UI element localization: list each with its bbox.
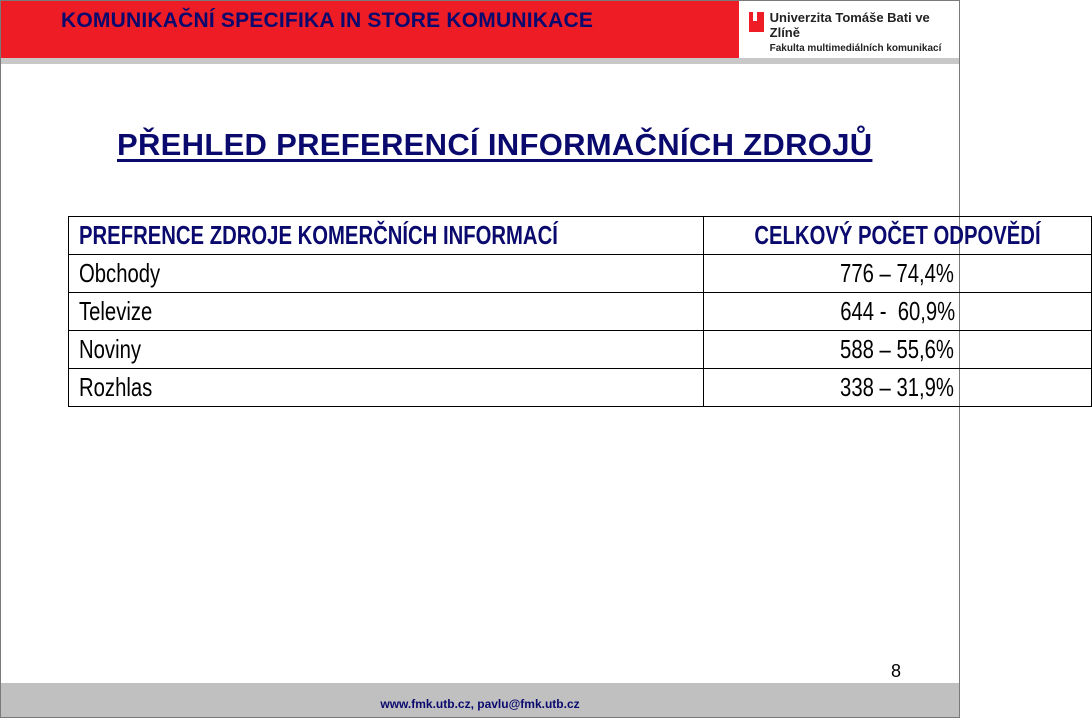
university-logo-icon	[749, 12, 764, 32]
table-row	[69, 255, 1092, 293]
row-total: 338 – 31,9%	[840, 372, 955, 402]
row-source: Obchody	[79, 258, 161, 288]
table-header-row	[69, 217, 1092, 255]
table-cell	[69, 293, 704, 331]
page-number: 8	[890, 661, 901, 681]
table-cell	[69, 331, 704, 369]
row-source: Noviny	[79, 334, 141, 364]
header-bar	[1, 1, 959, 58]
table-row	[69, 369, 1092, 407]
table-cell	[69, 369, 704, 407]
table-cell	[703, 293, 1091, 331]
row-source: Rozhlas	[79, 372, 153, 402]
table-header-cell	[69, 217, 704, 255]
row-total: 776 – 74,4%	[840, 258, 955, 288]
table-row	[69, 331, 1092, 369]
header-total: CELKOVÝ POČET ODPOVĚDÍ	[754, 220, 1041, 250]
slide-heading: PŘEHLED PREFERENCÍ INFORMAČNÍCH ZDROJŮ	[117, 127, 873, 162]
header-title: KOMUNIKAČNÍ SPECIFIKA IN STORE KOMUNIKACE	[61, 8, 594, 32]
row-total: 644 - 60,9%	[839, 296, 955, 326]
table-header-cell	[703, 217, 1091, 255]
header-divider	[1, 58, 959, 64]
row-total: 588 – 55,6%	[840, 334, 955, 364]
footer-contact: www.fmk.utb.cz, pavlu@fmk.utb.cz	[380, 697, 580, 711]
table-cell	[703, 331, 1091, 369]
logo-faculty-name: Fakulta multimediálních komunikací	[769, 42, 942, 54]
table-cell	[703, 369, 1091, 407]
logo-text	[770, 11, 959, 54]
header-source: PREFRENCE ZDROJE KOMERČNÍCH INFORMACÍ	[79, 220, 558, 250]
table-row	[69, 293, 1092, 331]
logo-university-name: Univerzita Tomáše Bati ve Zlíně	[769, 10, 930, 40]
header-title-area	[1, 1, 739, 58]
table-cell	[69, 255, 704, 293]
preferences-table	[68, 216, 1092, 407]
footer-bar	[1, 683, 959, 717]
university-logo	[739, 1, 959, 58]
table-cell	[703, 255, 1091, 293]
row-source: Televize	[79, 296, 153, 326]
